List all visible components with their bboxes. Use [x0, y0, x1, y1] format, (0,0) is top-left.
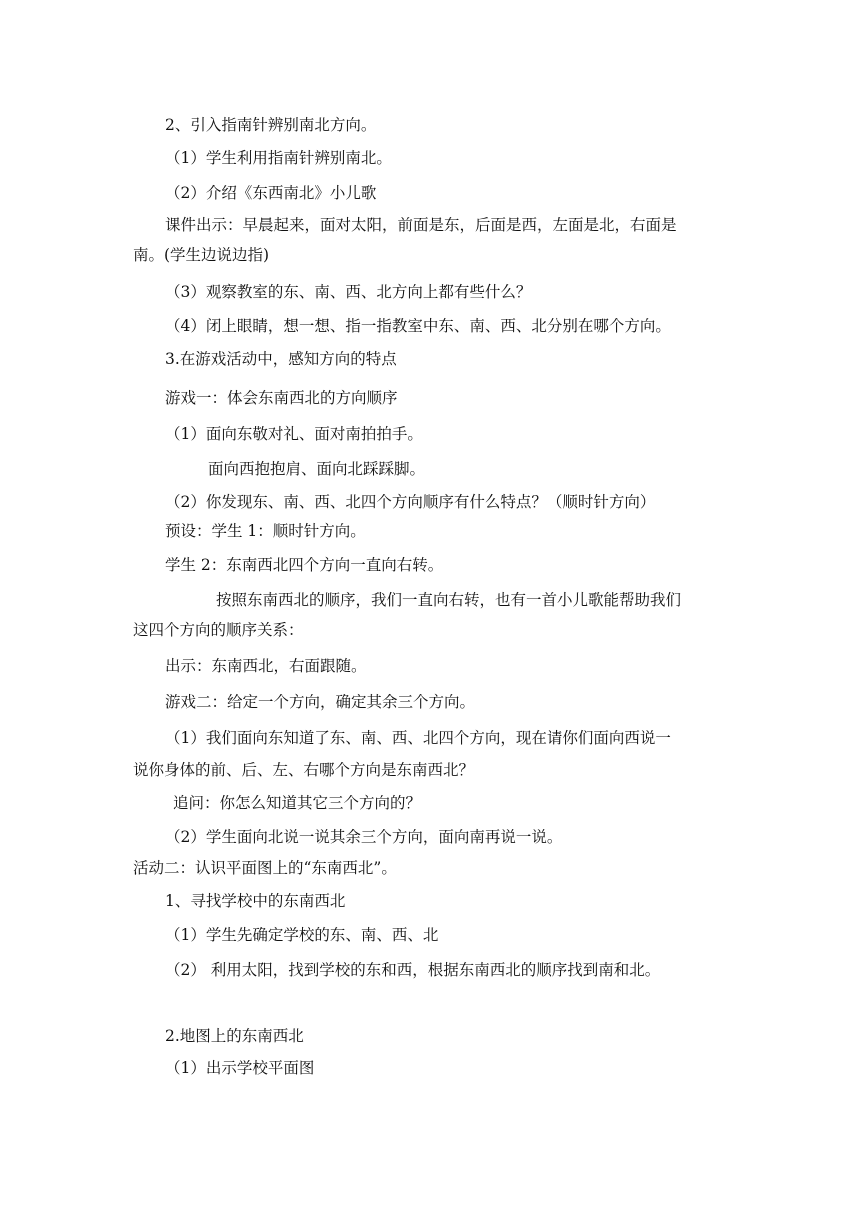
text-line: 面向西抱抱肩、面向北踩踩脚。: [208, 460, 426, 478]
text-line: （2） 利用太阳，找到学校的东和西，根据东南西北的顺序找到南和北。: [165, 961, 661, 979]
text-line: 预设：学生 1：顺时针方向。: [165, 522, 366, 540]
text-line: 说你身体的前、后、左、右哪个方向是东南西北？: [133, 761, 475, 779]
text-line: 这四个方向的顺序关系：: [133, 621, 304, 639]
text-line: 学生 2：东南西北四个方向一直向右转。: [165, 556, 444, 574]
text-line: 出示：东南西北，右面跟随。: [165, 657, 367, 675]
text-line: 课件出示：早晨起来，面对太阳，前面是东，后面是西，左面是北，右面是: [165, 216, 677, 234]
text-line: （1）我们面向东知道了东、南、西、北四个方向，现在请你们面向西说一: [165, 729, 671, 747]
heading-school-directions: 1、寻找学校中的东南西北: [165, 892, 346, 910]
text-line: （2）你发现东、南、西、北四个方向顺序有什么特点？（顺时针方向）: [165, 493, 656, 511]
heading-compass-intro: 2、引入指南针辨别南北方向。: [165, 116, 377, 134]
text-line: （1）面向东敬对礼、面对南拍拍手。: [165, 425, 423, 443]
heading-game-one: 游戏一：体会东南西北的方向顺序: [165, 389, 398, 407]
text-line: （2）学生面向北说一说其余三个方向，面向南再说一说。: [165, 828, 563, 846]
heading-game-activity: 3.在游戏活动中，感知方向的特点: [165, 350, 397, 368]
text-line: （1）出示学校平面图: [165, 1059, 315, 1077]
text-line: （4）闭上眼睛，想一想、指一指教室中东、南、西、北分别在哪个方向。: [165, 317, 671, 335]
text-line: （3）观察教室的东、南、西、北方向上都有些什么？: [165, 283, 532, 301]
text-line: 追问：你怎么知道其它三个方向的？: [173, 794, 422, 812]
heading-activity-two: 活动二：认识平面图上的“东南西北”。: [133, 859, 397, 877]
heading-game-two: 游戏二：给定一个方向，确定其余三个方向。: [165, 693, 476, 711]
text-line: （2）介绍《东西南北》小儿歌: [165, 184, 377, 202]
text-line: 按照东南西北的顺序，我们一直向右转，也有一首小儿歌能帮助我们: [216, 591, 682, 609]
text-line: （1）学生先确定学校的东、南、西、北: [165, 926, 439, 944]
heading-map-directions: 2.地图上的东南西北: [165, 1027, 304, 1045]
text-line: （1）学生利用指南针辨别南北。: [165, 149, 392, 167]
text-line: 南。(学生边说边指): [133, 246, 270, 264]
